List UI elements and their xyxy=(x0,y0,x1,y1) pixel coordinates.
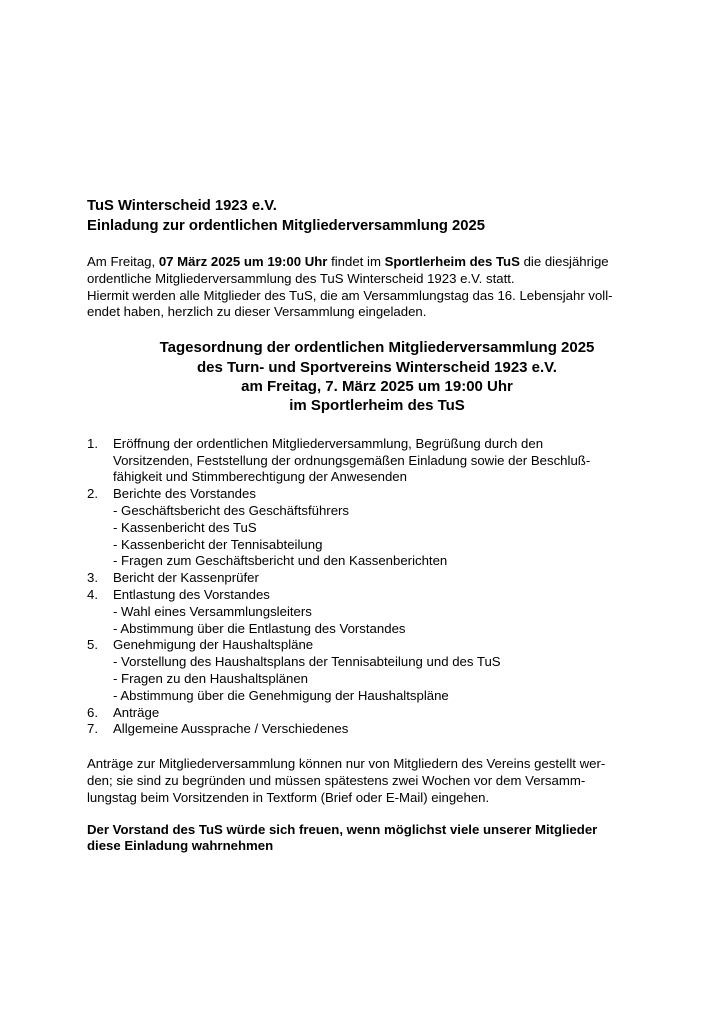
closing-statement xyxy=(87,822,667,856)
agenda-item xyxy=(87,705,667,722)
agenda-item-number: 4. xyxy=(87,586,98,602)
agenda-item xyxy=(87,587,667,637)
agenda-item-line: - Abstimmung über die Entlastung des Vorstandes xyxy=(113,620,406,636)
intro-mid: findet im xyxy=(327,254,385,269)
agenda-item-line: - Geschäftsbericht des Geschäftsführers xyxy=(113,503,350,518)
closing-line-2: diese Einladung wahrnehmen xyxy=(87,838,274,854)
intro-paragraph-1 xyxy=(87,254,667,288)
agenda-item xyxy=(87,486,667,570)
agenda-item xyxy=(87,570,667,587)
agenda-item-line: - Kassenbericht des TuS xyxy=(113,519,257,535)
document-content xyxy=(87,197,667,855)
intro-line-2: ordentliche Mitgliederversammlung des TuS Winterscheid 1923 e.V. statt. xyxy=(87,270,515,286)
meeting-date: 07 März 2025 um 19:00 Uhr xyxy=(158,254,328,269)
agenda-item-line: - Vorstellung des Haushaltsplans der Tennisabteilung und des TuS xyxy=(113,654,501,670)
agenda-list xyxy=(87,436,667,738)
agenda-item-line: - Fragen zu den Haushaltsplänen xyxy=(113,670,309,686)
agenda-item-number: 3. xyxy=(87,570,98,586)
agenda-item-line: fähigkeit und Stimmberechtigung der Anwesenden xyxy=(113,469,407,485)
agenda-item-number: 2. xyxy=(87,486,98,502)
agenda-item-number: 7. xyxy=(87,721,98,737)
agenda-item-text: Entlastung des Vorstandes xyxy=(113,586,270,602)
intro-paragraph-2 xyxy=(87,288,667,322)
agenda-item xyxy=(87,637,667,704)
notice-line-1: Anträge zur Mitgliederversammlung können nur von Mitgliedern des Vereins gestellt wer- xyxy=(87,756,606,772)
agenda-item-line: - Fragen zum Geschäftsbericht und den Kassenberichten xyxy=(113,553,448,569)
title-line-1: TuS Winterscheid 1923 e.V. xyxy=(87,198,277,214)
intro-prefix: Am Freitag, xyxy=(87,254,159,269)
agenda-item-number: 1. xyxy=(87,435,98,451)
agenda-item-text: Genehmigung der Haushaltspläne xyxy=(113,637,314,653)
document-title xyxy=(87,197,667,236)
agenda-item-line: Vorsitzenden, Feststellung der ordnungsgemäßen Einladung sowie der Beschluß- xyxy=(113,452,591,468)
agenda-item-text: Anträge xyxy=(113,704,160,720)
agenda-item-number: 5. xyxy=(87,637,98,653)
agenda-heading-line-1: Tagesordnung der ordentlichen Mitgliederversammlung 2025 xyxy=(159,339,595,357)
intro-section xyxy=(87,254,667,321)
closing-line-1: Der Vorstand des TuS würde sich freuen, wenn möglichst viele unserer Mitglieder xyxy=(87,821,598,837)
notice-line-2: den; sie sind zu begründen und müssen spätestens zwei Wochen vor dem Versamm- xyxy=(87,772,586,788)
title-line-2: Einladung zur ordentlichen Mitgliederversammlung 2025 xyxy=(87,217,485,234)
agenda-item xyxy=(87,436,667,486)
agenda-heading xyxy=(87,338,667,416)
agenda-item-number: 6. xyxy=(87,704,98,720)
agenda-heading-line-2: des Turn- und Sportvereins Winterscheid 1923 e.V. xyxy=(197,358,557,376)
agenda-item-text: Berichte des Vorstandes xyxy=(113,486,256,502)
motions-notice xyxy=(87,756,667,806)
notice-line-3: lungstag beim Vorsitzenden in Textform (Brief oder E-Mail) eingehen. xyxy=(87,789,490,805)
agenda-item-text: Bericht der Kassenprüfer xyxy=(113,570,259,586)
agenda-heading-line-3: am Freitag, 7. März 2025 um 19:00 Uhr xyxy=(241,378,513,395)
intro-p2-line-2: endet haben, herzlich zu dieser Versammlung eingeladen. xyxy=(87,304,427,320)
intro-suffix: die diesjährige xyxy=(519,254,609,269)
meeting-place: Sportlerheim des TuS xyxy=(384,254,520,269)
agenda-item-text: Allgemeine Aussprache / Verschiedenes xyxy=(113,721,349,737)
agenda-item-line: - Kassenbericht der Tennisabteilung xyxy=(113,536,323,552)
agenda-item-text: Eröffnung der ordentlichen Mitgliederversammlung, Begrüßung durch den xyxy=(113,435,544,451)
agenda-heading-line-4: im Sportlerheim des TuS xyxy=(289,397,465,415)
agenda-item xyxy=(87,721,667,738)
agenda-item-line: - Wahl eines Versammlungsleiters xyxy=(113,603,312,619)
intro-p2-line-1: Hiermit werden alle Mitglieder des TuS, die am Versammlungstag das 16. Lebensjahr voll- xyxy=(87,287,613,303)
agenda-item-line: - Abstimmung über die Genehmigung der Haushaltspläne xyxy=(113,687,449,703)
